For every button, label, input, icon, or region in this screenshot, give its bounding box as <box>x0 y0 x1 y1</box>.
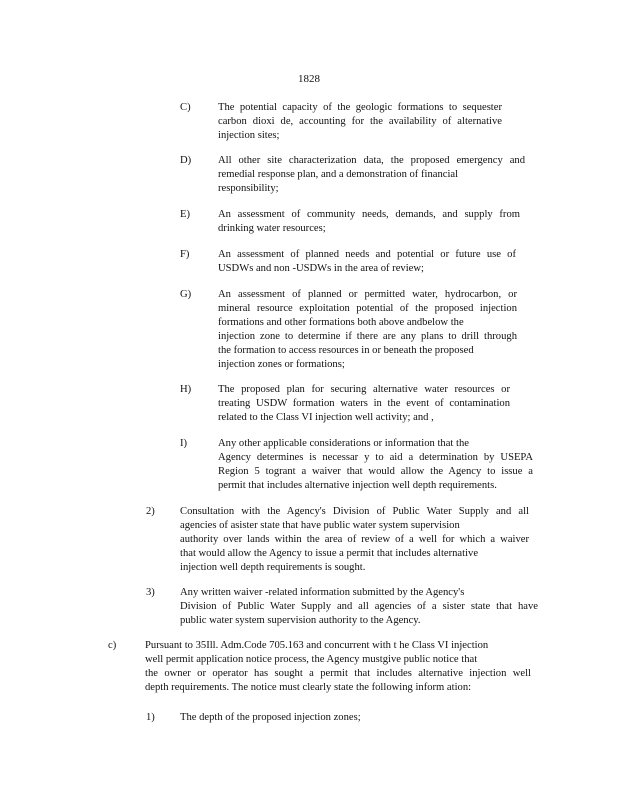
text-line: carbon dioxi de, accounting for the availability of alternative <box>218 116 502 127</box>
list-item-text <box>218 383 510 425</box>
list-marker: H) <box>180 384 192 395</box>
list-marker: c) <box>108 640 117 651</box>
text-line: The depth of the proposed injection zones; <box>180 712 361 723</box>
text-line: All other site characterization data, the proposed emergency and <box>218 155 525 166</box>
list-marker: 2) <box>146 506 155 517</box>
text-line: An assessment of community needs, demands, and supply from <box>218 209 520 220</box>
text-line: Agency determines is necessar y to aid a determination by USEPA <box>218 452 533 463</box>
text-line: Pursuant to 35Ill. Adm.Code 705.163 and concurrent with t he Class VI injection <box>145 640 489 651</box>
text-line: agencies of asister state that have public water system supervision <box>180 520 460 531</box>
text-line: The proposed plan for securing alternative water resources or <box>218 384 510 395</box>
text-line: The potential capacity of the geologic formations to sequester <box>218 102 502 113</box>
text-line: the formation to access resources in or beneath the proposed <box>218 345 474 356</box>
text-line: mineral resource exploitation potential of the proposed injection <box>218 303 517 314</box>
text-line: permit that includes alternative injection well depth requirements. <box>218 480 497 491</box>
list-marker: F) <box>180 249 190 260</box>
list-marker: E) <box>180 209 190 220</box>
text-line: USDWs and non -USDWs in the area of review; <box>218 263 424 274</box>
text-line: injection zones or formations; <box>218 359 345 370</box>
list-item-text <box>218 154 525 196</box>
text-line: An assessment of planned needs and potential or future use of <box>218 249 516 260</box>
list-marker: D) <box>180 155 192 166</box>
section-c-text <box>145 639 531 695</box>
text-line: formations and other formations both above andbelow the <box>218 317 464 328</box>
text-line: drinking water resources; <box>218 223 326 234</box>
list-marker: I) <box>180 438 188 449</box>
text-line: responsibility; <box>218 183 279 194</box>
text-line: remedial response plan, and a demonstration of financial <box>218 169 459 180</box>
text-line: injection zone to determine if there are any plans to drill through <box>218 331 517 342</box>
text-line: Consultation with the Agency's Division of Public Water Supply and all <box>180 506 529 517</box>
text-line: Division of Public Water Supply and all agencies of a sister state that have <box>180 601 538 612</box>
text-line: that would allow the Agency to issue a permit that includes alternative <box>180 548 479 559</box>
text-line: well permit application notice process, the Agency mustgive public notice that <box>145 654 478 665</box>
list-item-text <box>180 711 420 725</box>
text-line: An assessment of planned or permitted water, hydrocarbon, or <box>218 289 517 300</box>
text-line: related to the Class VI injection well activity; and , <box>218 412 434 423</box>
list-item-text <box>180 505 529 575</box>
list-marker: 3) <box>146 587 155 598</box>
list-item-text <box>218 208 520 236</box>
text-line: depth requirements. The notice must clearly state the following inform ation: <box>145 682 472 693</box>
list-marker: C) <box>180 102 191 113</box>
list-item-text <box>218 288 517 372</box>
list-item-text <box>218 248 516 276</box>
text-line: Any written waiver -related information submitted by the Agency's <box>180 587 465 598</box>
text-line: injection well depth requirements is sought. <box>180 562 366 573</box>
text-line: treating USDW formation waters in the event of contamination <box>218 398 510 409</box>
text-line: Region 5 togrant a waiver that would allow the Agency to issue a <box>218 466 533 477</box>
text-line: authority over lands within the area of review of a well for which a waiver <box>180 534 529 545</box>
text-line: the owner or operator has sought a permit that includes alternative injection well <box>145 668 531 679</box>
list-marker: G) <box>180 289 192 300</box>
page-number: 1828 <box>298 73 320 85</box>
text-line: Any other applicable considerations or information that the <box>218 438 469 449</box>
list-item-text <box>218 101 502 143</box>
text-line: public water system supervision authority to the Agency. <box>180 615 421 626</box>
list-marker: 1) <box>146 712 155 723</box>
text-line: injection sites; <box>218 130 280 141</box>
list-item-text <box>218 437 533 493</box>
list-item-text <box>180 586 538 628</box>
